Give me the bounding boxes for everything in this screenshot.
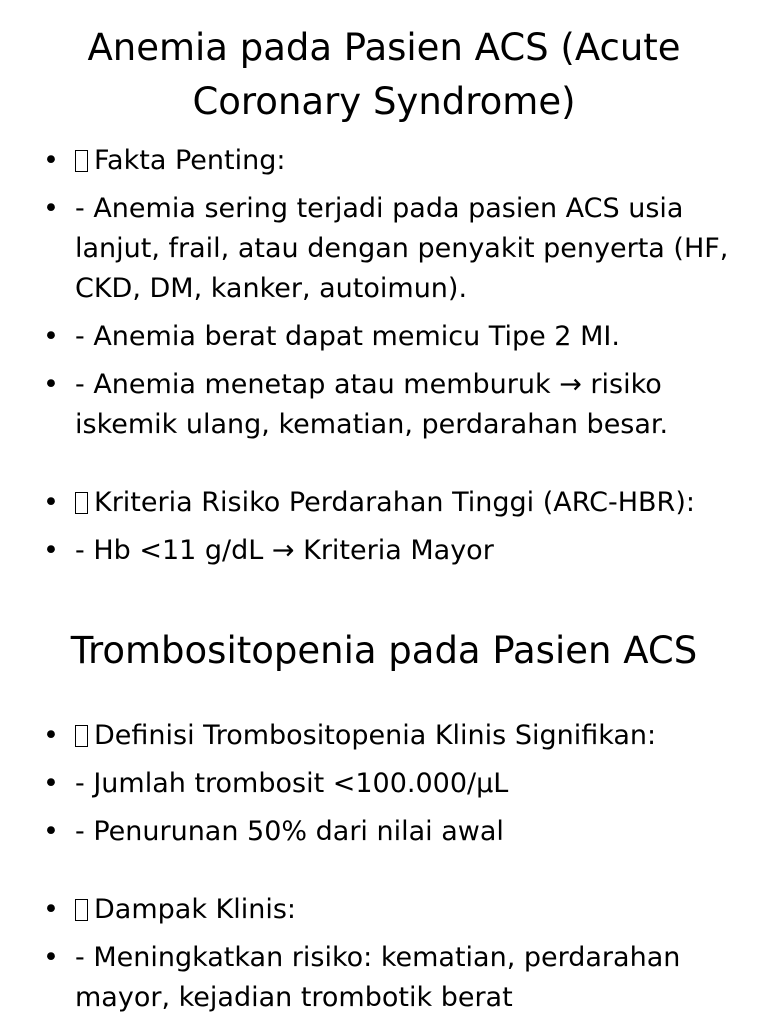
bullet-item <box>0 890 768 930</box>
bullet-item <box>0 812 768 852</box>
bullet-item <box>0 189 768 309</box>
bullet-dot: • <box>43 535 59 566</box>
bullet-item <box>0 317 768 357</box>
bullet-item <box>0 938 768 1018</box>
bullet-dot: • <box>43 894 59 925</box>
bullet-item <box>0 483 768 523</box>
bullet-text: - Anemia berat dapat memicu Tipe 2 MI. <box>75 321 620 352</box>
bullet-text: - Hb <11 g/dL → Kriteria Mayor <box>75 535 494 566</box>
missing-glyph-icon <box>75 492 88 514</box>
bullet-text: Kriteria Risiko Perdarahan Tinggi (ARC-HBR): <box>94 487 695 518</box>
bullet-dot: • <box>43 369 59 400</box>
missing-glyph-icon <box>75 150 88 172</box>
bullet-dot: • <box>43 720 59 751</box>
bullet-dot: • <box>43 145 59 176</box>
bullet-text: - Anemia sering terjadi pada pasien ACS usia lanjut, frail, atau dengan penyakit penyerta (HF, CKD, DM, kanker, autoimun). <box>75 193 729 304</box>
bullet-dot: • <box>43 193 59 224</box>
bullet-dot: • <box>43 487 59 518</box>
bullet-list <box>0 716 768 1024</box>
bullet-list <box>0 141 768 578</box>
bullet-text: - Penurunan 50% dari nilai awal <box>75 816 504 847</box>
bullet-item <box>0 141 768 181</box>
bullet-item <box>0 365 768 445</box>
bullet-text: - Anemia menetap atau memburuk → risiko iskemik ulang, kematian, perdarahan besar. <box>75 369 669 440</box>
bullet-dot: • <box>43 321 59 352</box>
bullet-dot: • <box>43 942 59 973</box>
bullet-text: Fakta Penting: <box>94 145 286 176</box>
slide-title: Trombositopenia pada Pasien ACS <box>70 629 698 672</box>
bullet-text: Definisi Trombositopenia Klinis Signifikan: <box>94 720 657 751</box>
bullet-text: Dampak Klinis: <box>94 894 297 925</box>
bullet-dot: • <box>43 768 59 799</box>
bullet-text: - Jumlah trombosit <100.000/µL <box>75 768 509 799</box>
bullet-item <box>0 764 768 804</box>
bullet-dot: • <box>43 816 59 847</box>
bullet-text: - Meningkatkan risiko: kematian, perdarahan mayor, kejadian trombotik berat <box>75 942 681 1013</box>
missing-glyph-icon <box>75 899 88 921</box>
slide-trombositopenia <box>0 578 768 1024</box>
bullet-item <box>0 716 768 756</box>
bullet-item <box>0 531 768 571</box>
slide-title: Anemia pada Pasien ACS (Acute Coronary Syndrome) <box>87 26 681 123</box>
missing-glyph-icon <box>75 725 88 747</box>
